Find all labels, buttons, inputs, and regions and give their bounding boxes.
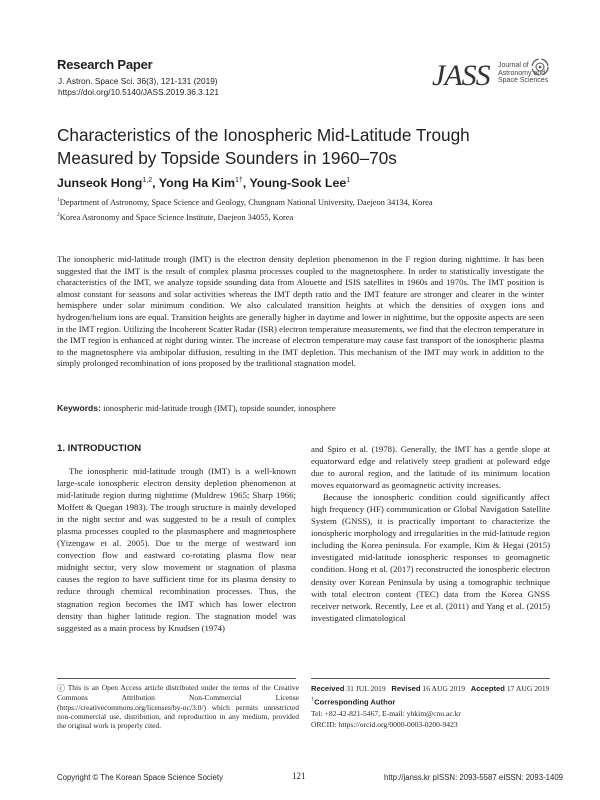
paragraph: and Spiro et al. (1978). Generally, the IMT has a gentle slope at equatorward edge and relatively steep gradient at poleward edge due to auroral region, and the latitude of its minimum location moves equatorward as geomagnetic activity increases. <box>311 444 550 491</box>
journal-citation: J. Astron. Space Sci. 36(3), 121-131 (2019) <box>58 76 218 86</box>
paragraph: Because the ionospheric condition could significantly affect high frequency (HF) communication or Global Navigation Satellite System (GNSS), it is practically important to characterize the ionospheric morphology and irregularities in the mid-latitude region including the Korea peninsula. For example, Kim & Hegai (2015) investigated mid-latitude ionospheric responses to geomagnetic condition. Hong et al. (2017) reconstructed the ionospheric electron density over Korean Peninsula by using a tomographic technique with total electron content (TEC) data from the Korea GNSS receiver network. Recently, Lee et al. (2011) and Yang et al. (2015) investigated climatological <box>311 492 550 623</box>
paper-title: Characteristics of the Ionospheric Mid-Latitude Trough Measured by Topside Sounders in 1960–70s <box>57 125 470 168</box>
swirl-icon <box>530 57 550 77</box>
author-name: Young-Sook Lee <box>249 176 347 190</box>
affiliations <box>57 194 557 224</box>
logo-wordmark: JASS <box>432 59 490 92</box>
author-name: Junseok Hong <box>57 176 143 190</box>
affiliation: $^2$Korea Astronomy and Space Science Institute, Daejeon 34055, Korea <box>57 211 294 222</box>
orcid-link[interactable]: ORCID: https://orcid.org/0000-0003-0200-9423 <box>311 719 458 729</box>
section-heading: 1. INTRODUCTION <box>57 443 142 454</box>
abstract: The ionospheric mid-latitude trough (IMT) is the electron density depletion phenomenon in the F region during nighttime. It has been suggested that the IMT is the result of complex plasma processes coupled to the magnetosphere. In order to statistically investigate the characteristics of the IMT, we analyze topside sounding data from Alouette and ISIS satellites in 1960s and 1970s. The IMT position is almost constant for seasons and solar activities whereas the IMT depth ratio and the IMT feature are stronger and clearer in the winter hemisphere under solar minimum condition. We also calculated transition heights at which the densities of oxygen ions and hydrogen/helium ions are equal. Transition heights are generally higher in daytime and lower in nighttime, but the opposite aspects are seen in the IMT region. Utilizing the Incoherent Scatter Radar (ISR) electron temperature measurements, we find that the electron temperature in the IMT region is enhanced at night during winter. The increase of electron temperature may cause fast transport of the ionospheric plasma to the magnetosphere via ambipolar diffusion, resulting in the IMT depletion. This mechanism of the IMT may work in addition to the simply prolonged recombination of ions proposed by the traditional stagnation model. <box>57 254 544 369</box>
divider <box>311 678 550 679</box>
body-column-right <box>311 443 550 624</box>
affiliation: $^1$Department of Astronomy, Space Science and Geology, Chungnam National University, Daejeon 34134, Korea <box>57 197 433 207</box>
keywords-label: Keywords: <box>57 403 101 413</box>
license-notice <box>57 683 299 730</box>
logo-subtitle: Journal of Astronomy and Space Sciences <box>498 62 549 84</box>
license-text: This is an Open Access article distributed under the terms of the Creative Commons Attribution Non-Commercial License (https://creativecommons.org/licenses/by-nc/3.0/) which permits unrestricted non-commercial use, distribution, and reproduction in any medium, provided the original work is properly cited. <box>57 683 299 731</box>
article-history: Received 31 JUL 2019 Revised 16 AUG 2019 Accepted 17 AUG 2019 †Corresponding Author Tel: +82-42-821-5467, E-mail: yhkim@cnu.ac.kr ORCID: https://orcid.org/0000-0003-0200-9423 <box>311 684 550 729</box>
footer-journal-info: http://janss.kr pISSN: 2093-5587 eISSN: 2093-1409 <box>384 773 564 782</box>
body-column-left <box>57 465 296 634</box>
corresponding-author: †Corresponding Author <box>311 696 396 707</box>
author-list: Junseok Hong$^{1,2}$, Yong Ha Kim$^{1\dagger}$, Young-Sook Lee$^1$ <box>57 176 351 190</box>
footer-copyright: Copyright © The Korean Space Science Society <box>57 773 223 782</box>
doi-link[interactable]: https://doi.org/10.5140/JASS.2019.36.3.121 <box>58 87 219 97</box>
keywords-text: ionospheric mid-latitude trough (IMT), topside sounder, ionosphere <box>103 403 336 413</box>
creative-commons-icon: ⓒ <box>57 684 65 693</box>
paragraph: The ionospheric mid-latitude trough (IMT) is a well-known large-scale ionospheric electron density depletion phenomenon at mid-latitude region during nighttime (Muldrew 1965; Sharp 1966; Moffett & Quegan 1983). The trough structure is mainly developed in the night sector and was suggested to be a result of complex plasma processes coupled to the plasmasphere and magnetosphere (Yizengaw et al. 2005). Due to the merge of westward ion convection flow and eastward co-rotating plasma flow near midnight sector, very slow movement or stagnation of plasma causes the region to have sufficient time for its plasma density to reduce through chemical recombination processes. Thus, the stagnation region becomes the IMT which has lower electron density than higher latitude region. The stagnation model was suggested as a main process by Knudsen (1974) <box>57 466 296 633</box>
page-number: 121 <box>292 771 306 781</box>
author-name: Yong Ha Kim <box>158 176 235 190</box>
keywords <box>57 403 336 413</box>
article-type: Research Paper <box>57 57 153 72</box>
contact-info: Tel: +82-42-821-5467, E-mail: yhkim@cnu.ac.kr <box>311 708 461 718</box>
divider <box>57 678 296 679</box>
journal-logo <box>432 55 552 99</box>
